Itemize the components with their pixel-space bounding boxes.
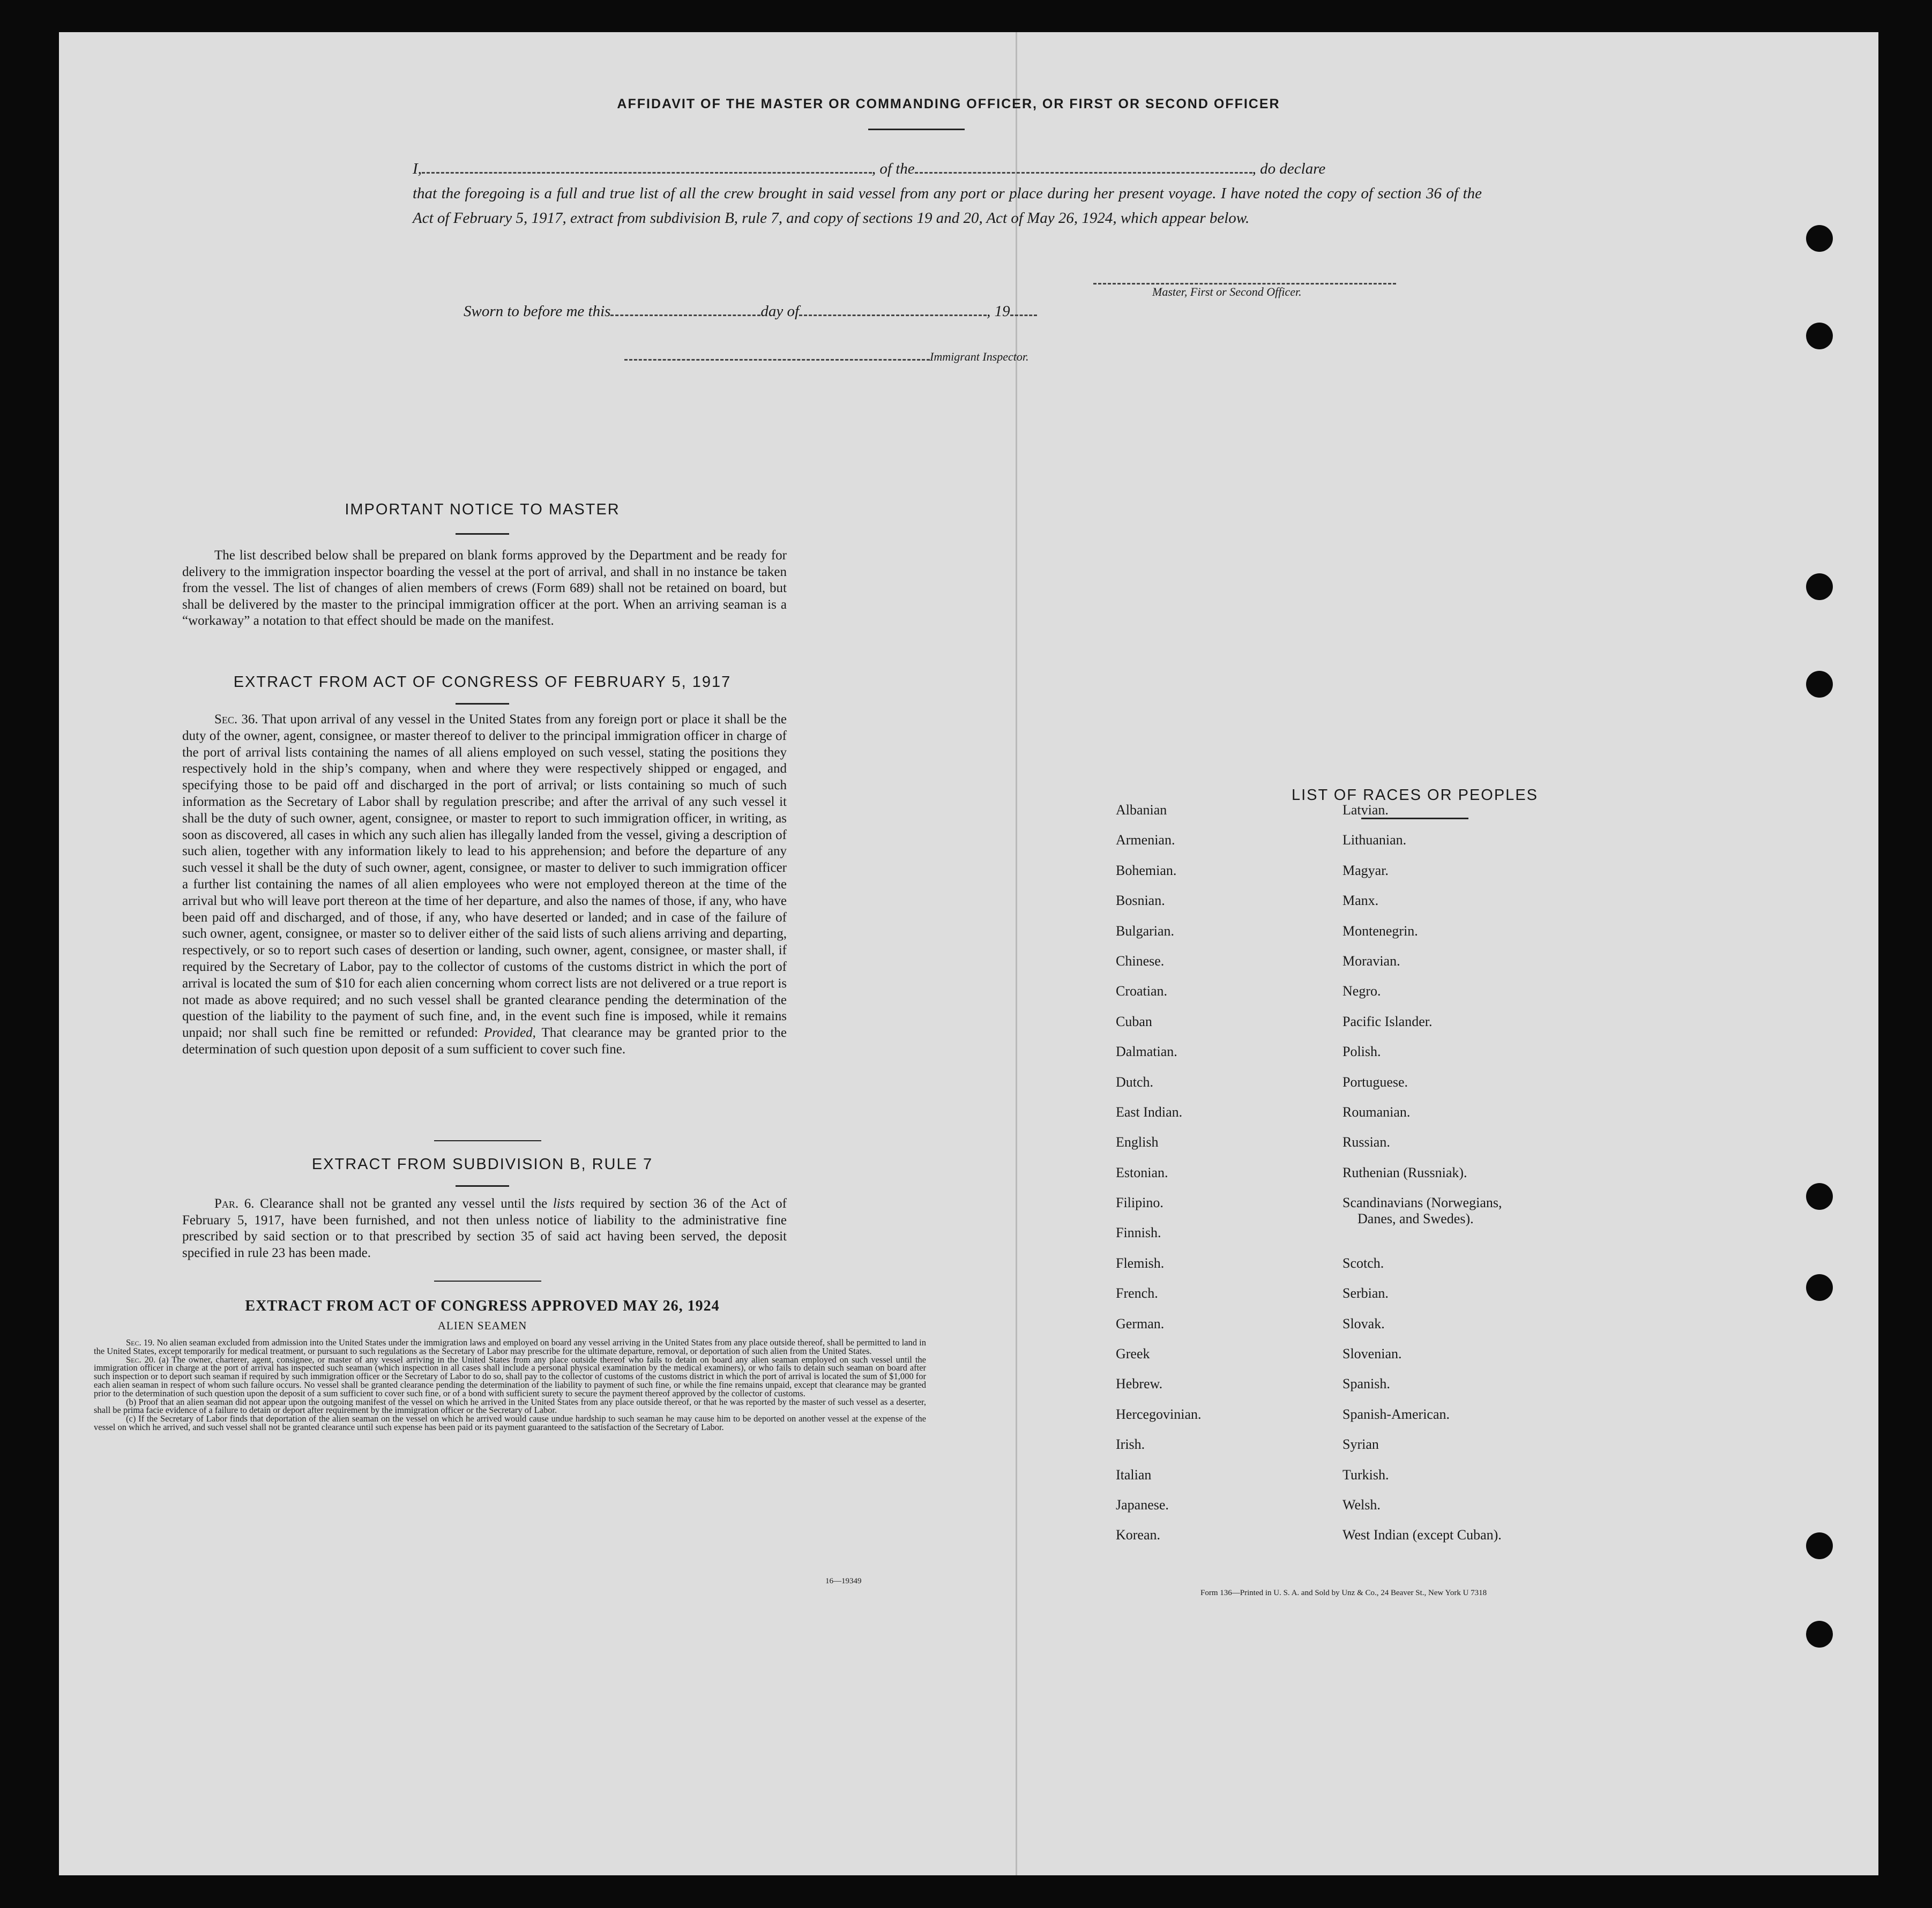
race-entry: Moravian. (1342, 953, 1400, 969)
race-entry: Estonian. (1116, 1164, 1168, 1180)
race-entry: Bosnian. (1116, 893, 1165, 909)
binder-hole (1806, 573, 1833, 600)
race-entry: Ruthenian (Russniak). (1342, 1164, 1467, 1180)
sec-36-text-end: That clearance may be granted prior to the determination of such question upon deposit of a sum sufficient to cover such fine. (182, 1026, 787, 1057)
extract-1917-rule (456, 703, 509, 705)
binder-hole (1806, 1621, 1833, 1648)
extract-1924-block (94, 1338, 926, 1432)
notice-title: IMPORTANT NOTICE TO MASTER (345, 501, 620, 518)
declarant-name-blank (422, 172, 872, 174)
race-entry: Latvian. (1342, 802, 1389, 818)
inspector-line (624, 350, 1029, 364)
inspector-label: Immigrant Inspector. (930, 350, 1029, 363)
extract-rule7-rule (456, 1185, 509, 1187)
sec-20b-body: (b) Proof that an alien seaman did not appear upon the outgoing manifest of the vessel on which he arrived in the United States from any place outside thereof, or that he was reported by the master of such vessel as a deserter, shall be prima facie evidence of a failure to detain or deport after requirement by the immigration officer or the Secretary of Labor. (94, 1396, 926, 1416)
binder-hole (1806, 225, 1833, 252)
sec-20a-text: (a) The owner, charterer, agent, consignee, or master of any vessel arriving in the United States from any place outside thereof who fails to detain on board any alien seaman employed on such vessel until the immigration officer in charge at the port of arrival has inspected such seaman (which inspection in all cases shall include a personal physical examination by the medical examiners), or who fails to detain such seaman on board after such inspection or to deport such seaman if required by such immigration officer or the Secretary of Labor to do so, shall pay to the collector of customs of the customs district in which the port of arrival is located the sum of $1,000 for each alien seaman in respect of whom such failure occurs. No vessel shall be granted clearance pending the determination of the liability to payment of such fine, or while the fine remains unpaid, except that clearance may be granted prior to the determination of such question upon the deposit of a sum sufficient to cover such fine, or of a bond with sufficient surety to secure the payment thereof approved by the collector of customs. (94, 1354, 927, 1398)
races-title: LIST OF RACES OR PEOPLES (1291, 787, 1539, 804)
race-entry: Cuban (1116, 1013, 1152, 1029)
race-entry: Welsh. (1342, 1497, 1381, 1513)
vessel-label: , of the (871, 160, 915, 177)
binder-hole (1806, 323, 1833, 349)
extract-rule7-body (182, 1196, 787, 1261)
notice-body-block (182, 548, 787, 630)
extract-rule7-block (182, 1196, 787, 1261)
race-entry: Magyar. (1342, 862, 1389, 878)
race-entry: Japanese. (1116, 1497, 1169, 1513)
race-entry: Pacific Islander. (1342, 1013, 1433, 1029)
race-entry: Irish. (1116, 1436, 1145, 1453)
race-entry: German. (1116, 1315, 1165, 1331)
race-entry: English (1116, 1134, 1159, 1150)
race-entry: Albanian (1116, 802, 1167, 818)
race-entry: Bulgarian. (1116, 923, 1175, 939)
race-entry: Chinese. (1116, 953, 1165, 969)
notice-title-rule (456, 533, 509, 535)
form-code: 16—19349 (825, 1577, 862, 1585)
affidavit-title: AFFIDAVIT OF THE MASTER OR COMMANDING OFFICER, OR FIRST OR SECOND OFFICER (617, 96, 1280, 111)
race-entry: Bohemian. (1116, 862, 1177, 878)
sworn-day-blank (610, 315, 760, 316)
vessel-name-blank (915, 172, 1252, 174)
race-entry: Flemish. (1116, 1255, 1165, 1271)
race-entry: Hebrew. (1116, 1376, 1163, 1392)
sec-20c-body: (c) If the Secretary of Labor finds that deportation of the alien seaman on the vessel on which he arrived would cause undue hardship to such seaman he may cause him to be deported on another vessel at the expense of the vessel on which he arrived, and such vessel shall not be granted clearance until such expense has been paid or its payment guaranteed to the satisfaction of the Secretary of Labor. (94, 1413, 926, 1432)
race-entry: Italian (1116, 1466, 1152, 1483)
signature-label: Master, First or Second Officer. (1152, 285, 1302, 298)
binder-hole (1806, 1532, 1833, 1559)
extract-1917-title: EXTRACT FROM ACT OF CONGRESS OF FEBRUARY 5, 1917 (233, 674, 732, 691)
signature-blank (1093, 283, 1396, 285)
race-entry: Spanish-American. (1342, 1406, 1450, 1422)
race-entry: Lithuanian. (1342, 832, 1407, 848)
affidavit-title-rule (868, 129, 965, 130)
day-of-label: day of (760, 303, 800, 320)
race-entry: West Indian (except Cuban). (1342, 1527, 1502, 1543)
race-entry: East Indian. (1116, 1104, 1183, 1120)
sec-20-label: Sec. 20. (126, 1354, 156, 1365)
race-entry: Russian. (1342, 1134, 1390, 1150)
extract-1924-subtitle: ALIEN SEAMEN (437, 1319, 527, 1332)
inspector-blank (624, 359, 930, 361)
affidavit-declaration (413, 156, 1482, 230)
race-entry: Polish. (1342, 1044, 1381, 1060)
race-entry: Finnish. (1116, 1225, 1161, 1241)
provided-label: Provided, (483, 1026, 536, 1041)
declare-label: , do declare (1252, 160, 1326, 177)
sec-20a-body (94, 1356, 926, 1398)
race-entry: Dalmatian. (1116, 1044, 1177, 1060)
year-label: , 19 (987, 303, 1010, 320)
races-column-1 (1116, 802, 1202, 1558)
race-entry: Serbian. (1342, 1285, 1389, 1301)
extract-1917-block (182, 712, 787, 1058)
race-entry: Dutch. (1116, 1074, 1154, 1090)
race-entry: Spanish. (1342, 1376, 1390, 1392)
sec-19-label: Sec. 19. (126, 1337, 155, 1348)
races-column-2 (1342, 802, 1502, 1558)
race-entry: French. (1116, 1285, 1158, 1301)
race-entry: Turkish. (1342, 1466, 1389, 1483)
lists-word: lists (553, 1196, 575, 1211)
race-entry: Croatian. (1116, 983, 1168, 999)
race-entry-line-1: Scandinavians (Norwegians, (1342, 1195, 1502, 1211)
extract-1924-title: EXTRACT FROM ACT OF CONGRESS APPROVED MAY 26, 1924 (245, 1298, 720, 1314)
race-entry: Manx. (1342, 893, 1379, 909)
notice-body: The list described below shall be prepared on blank forms approved by the Department and be ready for delivery to the immigration inspector boarding the vessel at the port of arrival, and shall in no instance be taken from the vessel. The list of changes of alien members of crews (Form 689) shall not be retained on board, but shall be delivered by the master to the principal immigration officer at the port. When an arriving seaman is a “workaway” a notation to that effect should be made on the manifest. (182, 548, 787, 628)
binder-hole (1806, 671, 1833, 698)
sworn-label: Sworn to before me this (464, 303, 611, 320)
par-6-text-b: required by section 36 of the Act of February 5, 1917, have been furnished, and not then unless notice of liability to the administrative fine prescribed by said section or to that prescribed by section 35 of said act having been served, the deposit specified in rule 23 has been made. (182, 1196, 787, 1260)
par-6-text-a: Clearance shall not be granted any vessel until the (260, 1196, 548, 1211)
sworn-line (464, 303, 1037, 320)
race-entry: Negro. (1342, 983, 1381, 999)
sec-36-text: That upon arrival of any vessel in the United States from any foreign port or place it shall be the duty of the owner, agent, consignee, or master thereof to deliver to the principal immigration officer in charge of the port of arrival lists containing the names of all aliens employed on such vessel, stating the positions they respectively hold in the ship’s company, when and where they were respectively shipped or engaged, and specifying those to be paid off and discharged in the port of arrival; or lists containing so much of such information as the Secretary of Labor shall by regulation prescribe; and after the arrival of any such vessel it shall be the duty of such owner, agent, consignee, or master to report to such immigration officer, in writing, as soon as discovered, all cases in which any such alien has illegally landed from the vessel, giving a description of such alien, together with any information likely to lead to his apprehension; and before the departure of any such vessel it shall be the duty of such owner, agent, consignee, or master to deliver to such immigration officer a further list containing the names of all alien employees who were not employed thereon at the time of the arrival but who will leave port thereon at the time of her departure, and also the names of those, if any, who have been paid off and discharged, and of those, if any, who have deserted or landed; and in case of the failure of such owner, agent, consignee, or master so to deliver either of the said lists of such aliens arriving and departing, respectively, or so to report such cases of desertion or landing, such owner, agent, consignee, or master shall, if required by the Secretary of Labor, pay to the collector of customs of the customs district in which the port of arrival is located the sum of $10 for each alien concerning whom correct lists are not delivered or a true report is not made as above required; and no such vessel shall be granted clearance pending the determination of the question of the liability to the payment of such fine, and, in the event such fine is imposed, while it remains unpaid; nor shall such fine be remitted or refunded: (182, 712, 787, 1041)
extract-rule7-top-rule (434, 1140, 541, 1141)
race-entry: Greek (1116, 1346, 1150, 1362)
race-entry: Portuguese. (1342, 1074, 1408, 1090)
race-entry: Montenegrin. (1342, 923, 1418, 939)
printer-imprint: Form 136—Printed in U. S. A. and Sold by Unz & Co., 24 Beaver St., New York U 7318 (1200, 1589, 1487, 1597)
binder-hole (1806, 1183, 1833, 1210)
sec-36-label: Sec. 36. (214, 712, 258, 727)
sworn-month-blank (799, 315, 987, 316)
race-entry: Hercegovinian. (1116, 1406, 1202, 1422)
extract-1917-body (182, 712, 787, 1058)
race-entry: Filipino. (1116, 1195, 1163, 1211)
par-6-label: Par. 6. (214, 1196, 255, 1211)
race-entry: Roumanian. (1342, 1104, 1411, 1120)
race-entry: Armenian. (1116, 832, 1175, 848)
race-entry: Slovenian. (1342, 1346, 1402, 1362)
race-entry (1342, 1195, 1502, 1255)
race-entry: Slovak. (1342, 1315, 1385, 1331)
declarant-label: I, (413, 160, 422, 177)
binder-hole (1806, 1274, 1833, 1301)
race-entry-line-2: Danes, and Swedes). (1357, 1211, 1474, 1227)
extract-1924-top-rule (434, 1281, 541, 1282)
affidavit-body: that the foregoing is a full and true list of all the crew brought in said vessel from any port or place during her present voyage. I have noted the copy of section 36 of the Act of February 5, 1917, extract from subdivision B, rule 7, and copy of sections 19 and 20, Act of May 26, 1924, which appear below. (413, 185, 1482, 227)
race-entry: Syrian (1342, 1436, 1379, 1453)
document-page (59, 32, 1878, 1875)
extract-rule7-title: EXTRACT FROM SUBDIVISION B, RULE 7 (311, 1156, 653, 1173)
year-blank (1010, 315, 1037, 316)
sec-19-text: No alien seaman excluded from admission into the United States under the immigration laws and employed on board any vessel arriving in the United States from any place outside thereof, shall be permitted to land in the United States, except temporarily for medical treatment, or pursuant to such regulations as the Secretary of Labor may prescribe for the ultimate departure, removal, or deportation of such alien from the United States. (94, 1337, 926, 1356)
race-entry: Korean. (1116, 1527, 1161, 1543)
race-entry: Scotch. (1342, 1255, 1384, 1271)
sec-19-body (94, 1338, 926, 1356)
